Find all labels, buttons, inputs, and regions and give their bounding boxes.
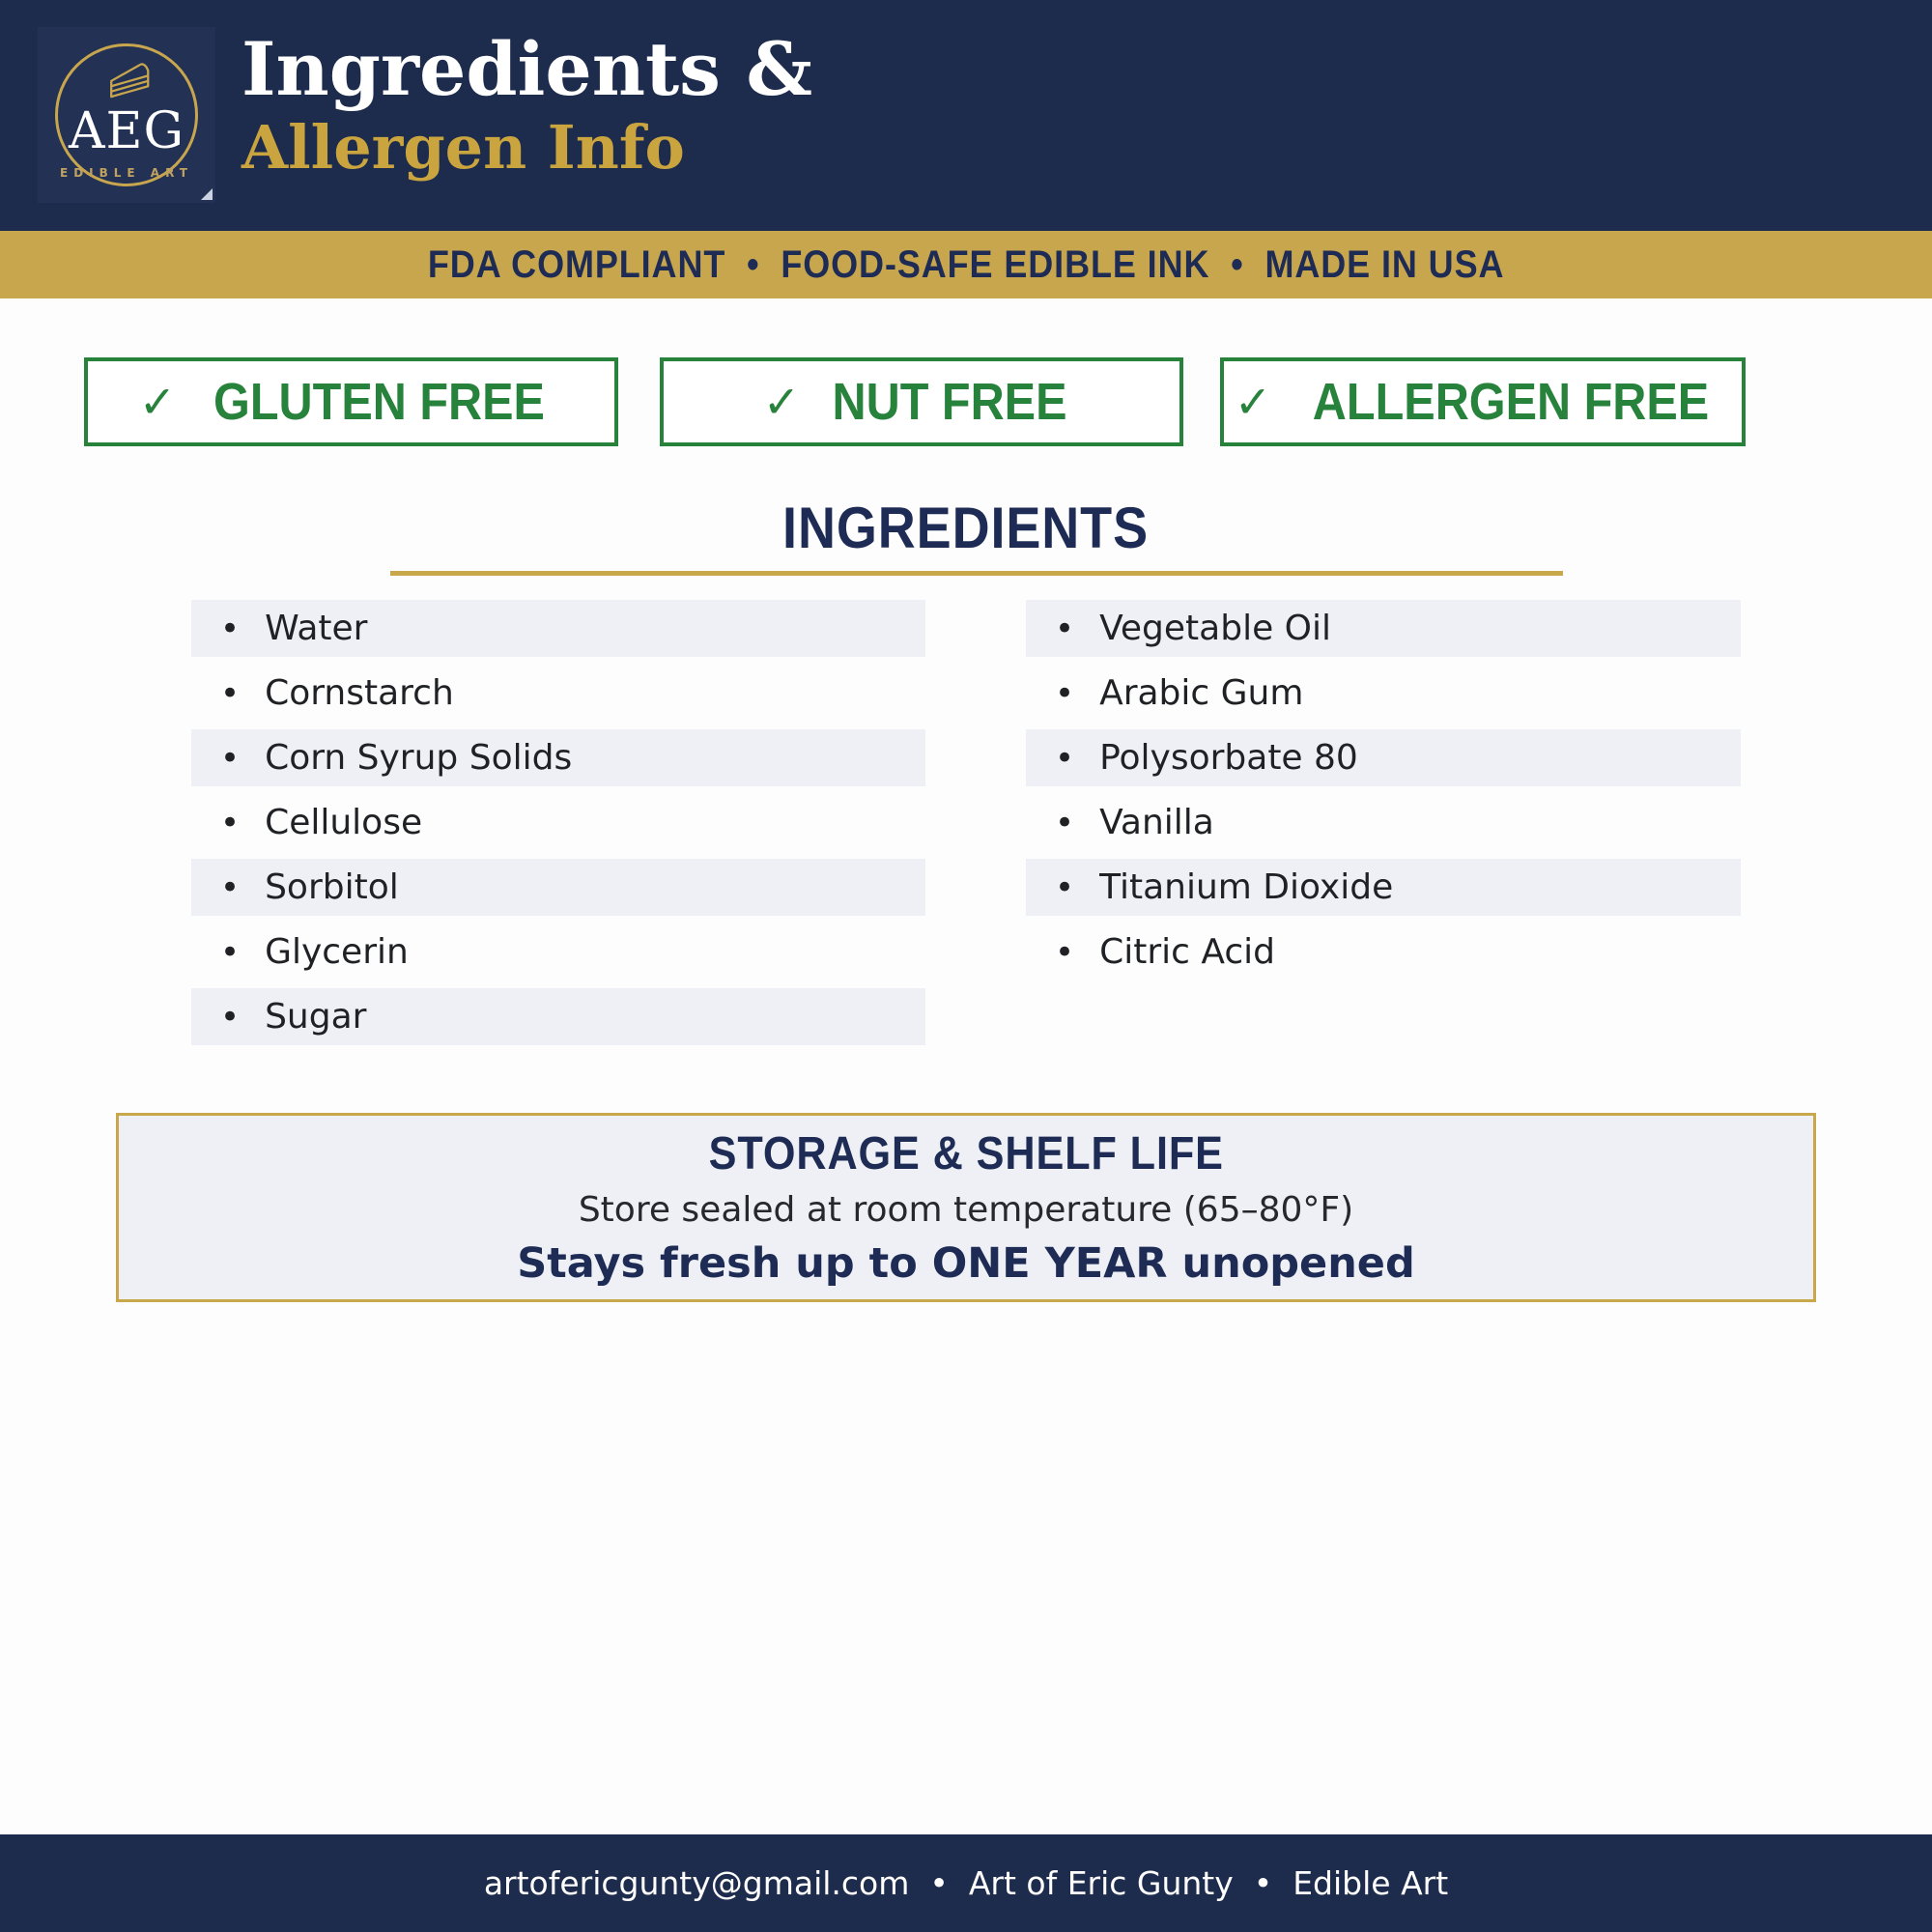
- ingredient-row: [1026, 859, 1741, 916]
- storage-instruction: Store sealed at room temperature (65–80°F): [578, 1190, 1354, 1230]
- ingredient-row: [191, 600, 925, 657]
- storage-heading: [680, 1127, 1252, 1180]
- bullet-icon: •: [220, 673, 241, 713]
- checkmark-icon: ✓: [1234, 376, 1272, 428]
- ingredient-label: Corn Syrup Solids: [265, 738, 573, 778]
- ingredient-label: Titanium Dioxide: [1099, 867, 1394, 907]
- badge-nut-free: [660, 357, 1183, 446]
- bullet-icon: •: [1055, 609, 1075, 648]
- compliance-text: FDA COMPLIANT • FOOD-SAFE EDIBLE INK • MADE IN USA: [427, 242, 1505, 286]
- ingredients-heading: [0, 495, 1932, 561]
- ingredient-label: Vanilla: [1099, 803, 1214, 842]
- logo-monogram: AEG: [68, 102, 185, 160]
- ingredient-row: [191, 665, 925, 722]
- logo-circle: [55, 43, 198, 186]
- ingredient-row: [191, 729, 925, 786]
- ingredient-row: [1026, 923, 1741, 980]
- ingredient-label: Cellulose: [265, 803, 423, 842]
- footer: [0, 1834, 1932, 1932]
- bullet-icon: •: [1055, 932, 1075, 972]
- ingredient-label: Arabic Gum: [1099, 673, 1304, 713]
- ingredient-label: Sorbitol: [265, 867, 399, 907]
- storage-freshness: Stays fresh up to ONE YEAR unopened: [517, 1239, 1415, 1288]
- ingredient-row: [1026, 665, 1741, 722]
- bullet-icon: •: [220, 997, 241, 1037]
- bullet-icon: •: [220, 803, 241, 842]
- ingredient-label: Vegetable Oil: [1099, 609, 1332, 648]
- bullet-icon: •: [220, 867, 241, 907]
- bullet-icon: •: [1055, 867, 1075, 907]
- logo-corner-artifact: [201, 188, 213, 200]
- checkmark-icon: ✓: [762, 376, 801, 428]
- badge-allergen-free: [1220, 357, 1746, 446]
- storage-heading-text: STORAGE & SHELF LIFE: [708, 1128, 1224, 1179]
- bullet-icon: •: [1055, 673, 1075, 713]
- page-title-line1: Ingredients &: [242, 26, 812, 112]
- ingredient-label: Polysorbate 80: [1099, 738, 1358, 778]
- badge-label: GLUTEN FREE: [213, 373, 546, 431]
- footer-text: artofericgunty@gmail.com • Art of Eric Gunty • Edible Art: [483, 1864, 1449, 1902]
- ingredient-label: Cornstarch: [265, 673, 454, 713]
- heading-underline: [390, 571, 1563, 576]
- bullet-icon: •: [220, 932, 241, 972]
- badge-label: ALLERGEN FREE: [1313, 373, 1710, 431]
- bullet-icon: •: [220, 609, 241, 648]
- ingredient-row: [191, 794, 925, 851]
- ingredient-row: [191, 859, 925, 916]
- ingredient-label: Water: [265, 609, 368, 648]
- ingredients-right-column: [1026, 600, 1741, 988]
- ingredients-heading-text: INGREDIENTS: [782, 496, 1150, 560]
- ingredient-row: [191, 923, 925, 980]
- ingredient-label: Glycerin: [265, 932, 409, 972]
- ingredient-label: Sugar: [265, 997, 367, 1037]
- header: [0, 0, 1932, 231]
- ingredient-row: [191, 988, 925, 1045]
- badge-label: NUT FREE: [832, 373, 1067, 431]
- logo-tagline: EDIBLE ART: [60, 166, 193, 180]
- ingredient-row: [1026, 794, 1741, 851]
- brand-logo: [38, 27, 215, 203]
- bullet-icon: •: [1055, 803, 1075, 842]
- cake-slice-icon: [100, 56, 156, 102]
- ingredients-left-column: [191, 600, 925, 1053]
- ingredient-row: [1026, 729, 1741, 786]
- ingredient-label: Citric Acid: [1099, 932, 1275, 972]
- ingredient-row: [1026, 600, 1741, 657]
- bullet-icon: •: [1055, 738, 1075, 778]
- badge-gluten-free: [84, 357, 618, 446]
- storage-shelf-life-box: [116, 1113, 1816, 1302]
- bullet-icon: •: [220, 738, 241, 778]
- compliance-bar: [0, 231, 1932, 298]
- page-title-line2: Allergen Info: [242, 112, 685, 183]
- checkmark-icon: ✓: [138, 376, 177, 428]
